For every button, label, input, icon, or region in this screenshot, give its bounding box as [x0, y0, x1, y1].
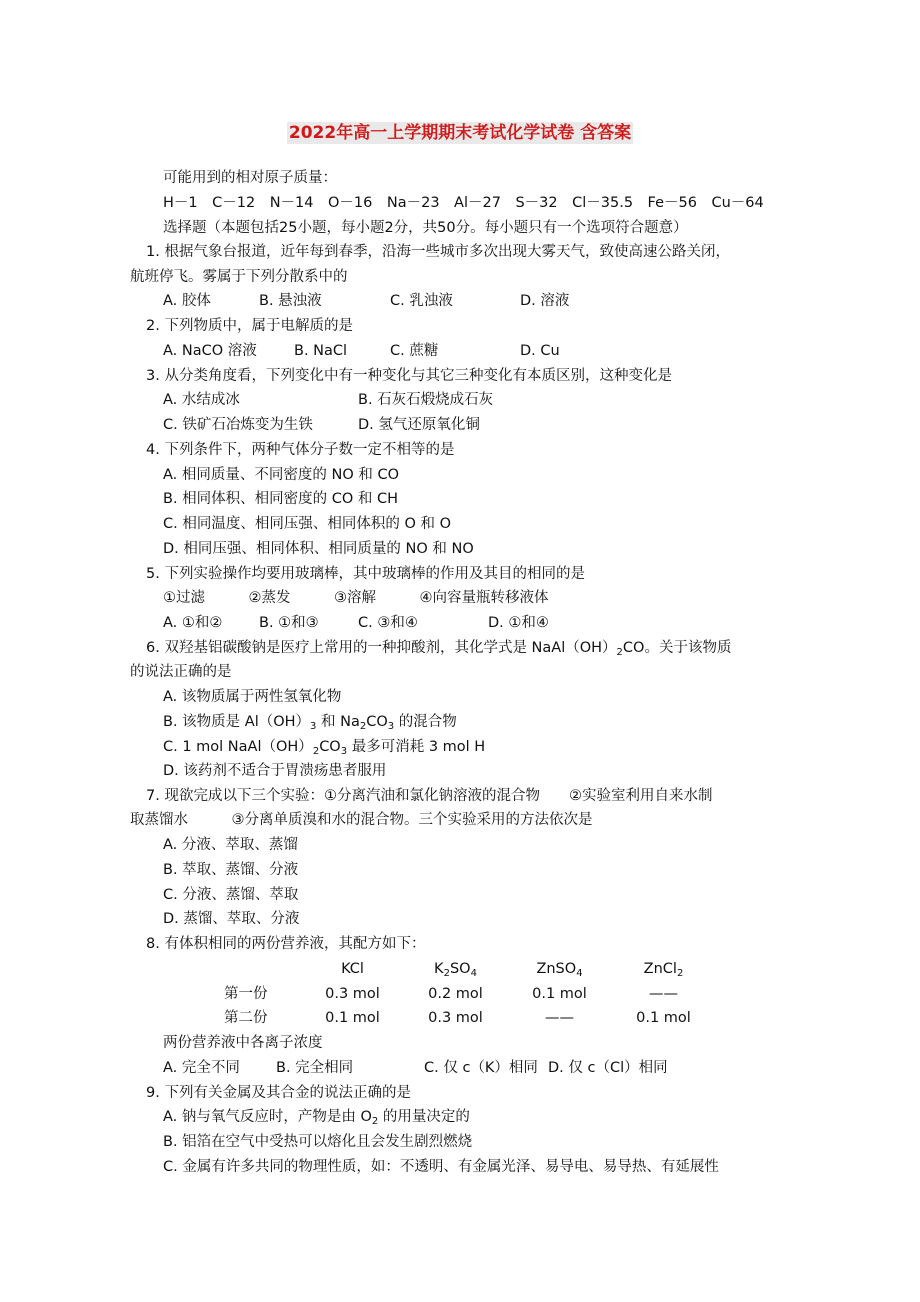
q8-row2-zncl2: 0.1 mol: [636, 1010, 691, 1026]
q4-stem: 4. 下列条件下，两种气体分子数一定不相等的是: [146, 442, 455, 458]
q2-option-c: C. 蔗糖: [390, 343, 439, 359]
q8-option-a: A. 完全不同: [163, 1060, 240, 1076]
q8-option-d: D. 仅 c（Cl）相同: [548, 1060, 668, 1076]
q6-stem-line2: 的说法正确的是: [130, 664, 232, 680]
q7-option-c: C. 分液、蒸馏、萃取: [163, 887, 299, 903]
q8-option-c: C. 仅 c（K）相同: [424, 1060, 538, 1076]
q3-option-b: B. 石灰石煅烧成石灰: [358, 392, 494, 408]
atomic-mass-label: 可能用到的相对原子质量：: [163, 170, 337, 186]
q7-option-d: D. 蒸馏、萃取、分液: [163, 911, 300, 927]
q5-items: ①过滤 ②蒸发 ③溶解 ④向容量瓶转移液体: [163, 590, 549, 606]
q7-option-a: A. 分液、萃取、蒸馏: [163, 837, 298, 853]
q5-stem: 5. 下列实验操作均要用玻璃棒，其中玻璃棒的作用及其目的相同的是: [146, 566, 585, 582]
q1-stem-line2: 航班停飞。雾属于下列分散系中的: [130, 269, 348, 285]
q8-after: 两份营养液中各离子浓度: [163, 1035, 323, 1051]
q3-option-d: D. 氢气还原氧化铜: [358, 417, 480, 433]
q8-stem: 8. 有体积相同的两份营养液，其配方如下：: [146, 936, 426, 952]
q2-option-b: B. NaCl: [294, 343, 348, 359]
q4-option-d: D. 相同压强、相同体积、相同质量的 NO 和 NO: [163, 541, 474, 557]
q9-option-c: C. 金属有许多共同的物理性质，如：不透明、有金属光泽、易导电、易导热、有延展性: [163, 1159, 719, 1175]
q6-option-b: B. 该物质是 $Al(OH)_3$ 和 $Na_2CO_3$ 的混合物: [163, 714, 457, 732]
q8-row1-label: 第一份: [224, 986, 268, 1002]
q2-option-d: D. Cu: [520, 343, 560, 359]
q9-option-a: A. 钠与氧气反应时，产物是由 $O_2$ 的用量决定的: [163, 1109, 470, 1127]
q7-option-b: B. 萃取、蒸馏、分液: [163, 862, 299, 878]
q4-option-c: C. 相同温度、相同压强、相同体积的 O 和 O: [163, 516, 451, 532]
q4-option-a: A. 相同质量、不同密度的 NO 和 CO: [163, 467, 400, 483]
q8-row2-znso4: ——: [545, 1010, 574, 1026]
q6-stem-line1: 6. 双羟基铝碳酸钠是医疗上常用的一种抑酸剂，其化学式是 $NaAl(OH)_2CO$。关于该物质: [146, 640, 732, 658]
q8-col-k2so4: $K_2SO_4$: [434, 961, 477, 979]
q8-row2-label: 第二份: [224, 1010, 268, 1026]
q8-row1-kcl: 0.3 mol: [325, 986, 380, 1002]
q9-option-b: B. 铝箔在空气中受热可以熔化且会发生剧烈燃烧: [163, 1134, 473, 1150]
q1-option-a: A. 胶体: [163, 293, 211, 309]
q8-col-zncl2: ZnCl$_2$: [643, 961, 684, 979]
q3-option-a: A. 水结成冰: [163, 392, 240, 408]
q7-stem-line1: 7. 现欲完成以下三个实验：①分离汽油和氯化钠溶液的混合物 ②实验室利用自来水制: [146, 788, 713, 804]
q3-option-c: C. 铁矿石冶炼变为生铁: [163, 417, 313, 433]
page-title: 2022年高一上学期期末考试化学试卷 含答案: [288, 123, 632, 143]
q1-option-d: D. 溶液: [520, 293, 570, 309]
q8-row2-kcl: 0.1 mol: [325, 1010, 380, 1026]
q8-row1-znso4: 0.1 mol: [532, 986, 587, 1002]
q1-stem-line1: 1. 根据气象台报道，近年每到春季，沿海一些城市多次出现大雾天气，致使高速公路关闭，: [146, 244, 730, 260]
q5-option-d: D. ①和④: [488, 615, 549, 631]
q4-option-b: B. 相同体积、相同密度的 CO 和 CH: [163, 491, 399, 507]
q7-stem-line2: 取蒸馏水 ③分离单质溴和水的混合物。三个实验采用的方法依次是: [130, 812, 593, 828]
q8-row1-k2so4: 0.2 mol: [428, 986, 483, 1002]
q5-option-c: C. ③和④: [358, 615, 418, 631]
q5-option-b: B. ①和③: [259, 615, 319, 631]
q8-col-kcl: KCl: [341, 961, 364, 977]
q6-option-d: D. 该药剂不适合于胃溃疡患者服用: [163, 763, 387, 779]
q6-option-a: A. 该物质属于两性氢氧化物: [163, 689, 342, 705]
q1-option-b: B. 悬浊液: [259, 293, 322, 309]
q8-row1-zncl2: ——: [649, 986, 678, 1002]
section-intro: 选择题（本题包括25小题，每小题2分，共50分。每小题只有一个选项符合题意）: [163, 220, 688, 236]
q8-row2-k2so4: 0.3 mol: [428, 1010, 483, 1026]
q6-option-c: C. 1 mol $NaAl(OH)_2CO_3$ 最多可消耗 3 mol H: [163, 739, 486, 757]
q9-stem: 9. 下列有关金属及其合金的说法正确的是: [146, 1085, 411, 1101]
q8-col-znso4: ZnSO$_4$: [536, 961, 583, 979]
q2-stem: 2. 下列物质中，属于电解质的是: [146, 318, 353, 334]
q5-option-a: A. ①和②: [163, 615, 223, 631]
q8-option-b: B. 完全相同: [276, 1060, 354, 1076]
q3-stem: 3. 从分类角度看，下列变化中有一种变化与其它三种变化有本质区别，这种变化是: [146, 368, 672, 384]
atomic-mass-list: H－1 C－12 N－14 O－16 Na－23 Al－27 S－32 Cl－35.5 Fe－56 Cu－64: [163, 195, 764, 211]
q2-option-a: A. NaCO 溶液: [163, 343, 257, 359]
q1-option-c: C. 乳浊液: [390, 293, 453, 309]
